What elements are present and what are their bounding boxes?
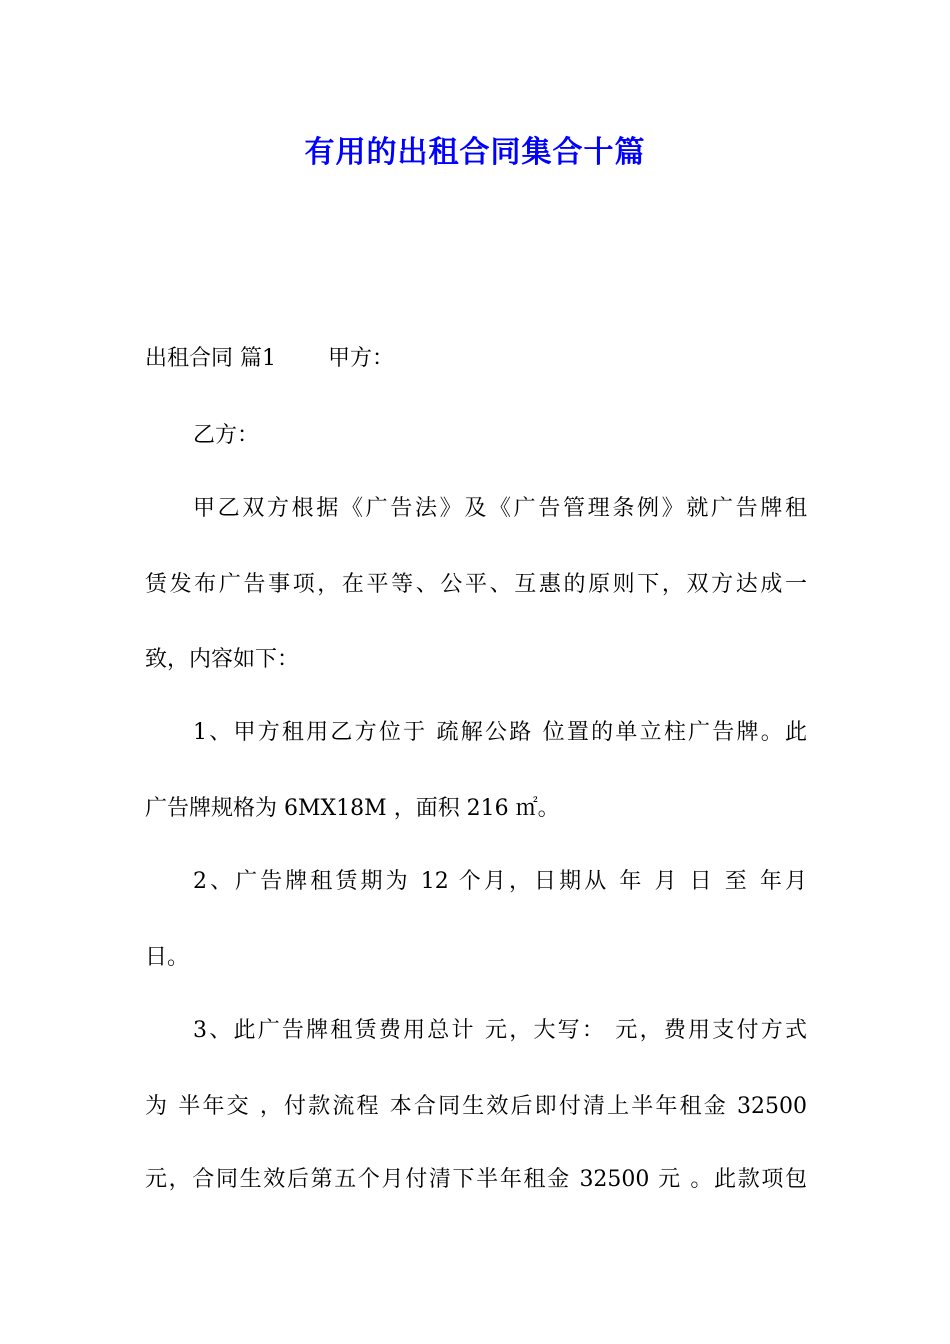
paragraph-line: 2、广告牌租赁期为 12 个月，日期从 年 月 日 至 年月 [193,869,807,894]
paragraph-line: 为 半年交 ，付款流程 本合同生效后即付清上半年租金 32500 [145,1094,807,1119]
section-heading: 出租合同 篇1 [145,346,276,371]
document-title: 有用的出租合同集合十篇 [304,135,646,170]
paragraph-line: 致，内容如下： [145,647,300,672]
paragraph-line: 广告牌规格为 6MX18M ，面积 216 ㎡。 [145,796,560,821]
section-heading-line [145,344,807,374]
paragraph-line: 日。 [145,945,190,970]
paragraph-line: 元，合同生效后第五个月付清下半年租金 32500 元 。此款项包 [145,1167,807,1192]
party-b-label: 乙方： [193,423,260,448]
party-a-label: 甲方： [328,346,395,371]
paragraph-line: 甲乙双方根据《广告法》及《广告管理条例》就广告牌租 [193,496,807,521]
paragraph-line: 3、此广告牌租赁费用总计 元，大写： 元，费用支付方式 [193,1018,807,1043]
paragraph-line: 1、甲方租用乙方位于 疏解公路 位置的单立柱广告牌。此 [193,720,807,745]
paragraph-line: 赁发布广告事项，在平等、公平、互惠的原则下，双方达成一 [145,572,807,597]
